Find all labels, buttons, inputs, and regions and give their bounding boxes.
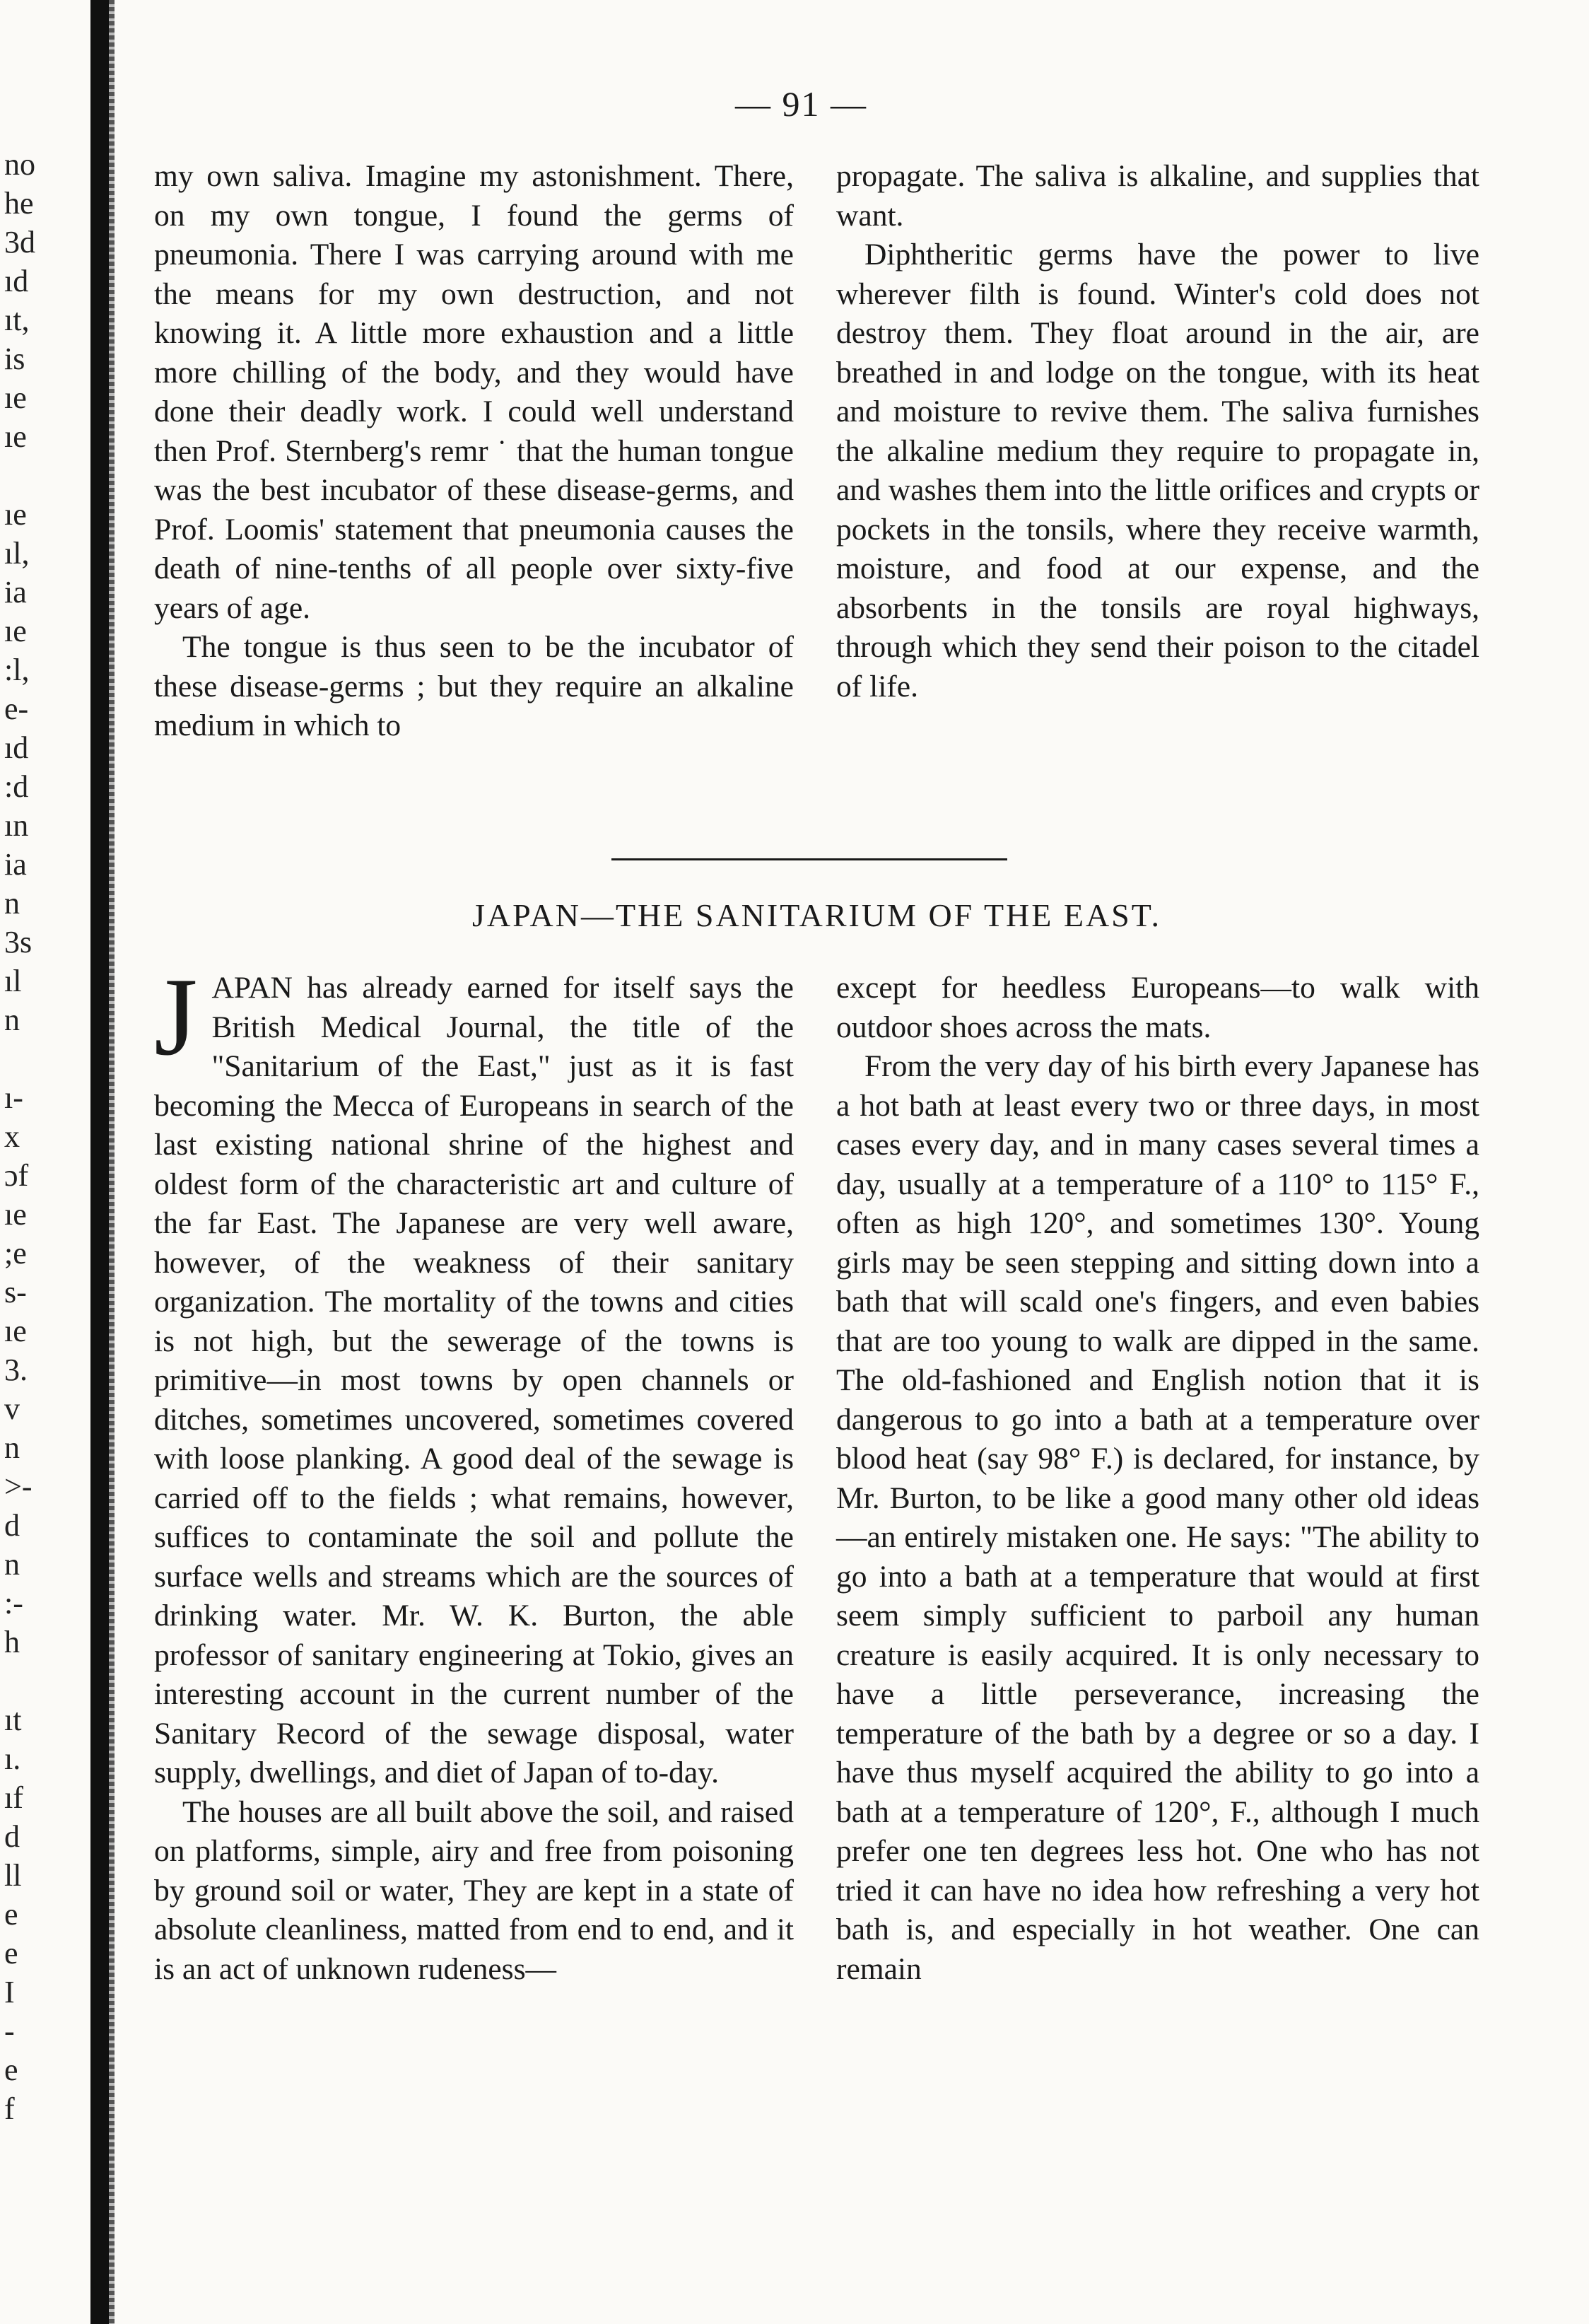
gutter-line: 3s [4, 925, 33, 959]
gutter-line: ɔf [4, 1158, 29, 1193]
gutter-line: e [4, 1897, 18, 1932]
adjacent-page-gutter-text [4, 145, 64, 2128]
drop-cap: J [154, 955, 198, 1079]
gutter-line: d [4, 1819, 20, 1854]
paragraph [154, 955, 794, 1793]
book-spine-edge [109, 0, 115, 2324]
gutter-line: he [4, 186, 34, 221]
paragraph: Diphtheritic germs have the power to live wherever filth is found. Winter's cold does not destroy them. They float around in the air, are breathed in and lodge on the tongue, with its heat and moisture to revive them. The saliva furnishes the alkaline medium they require to propagate in, and washes them into the little orifices and crypts or pockets in the tonsils, where they receive warmth, moisture, and food at our expense, and the absorbents in the tonsils are royal highways, through which they send their poison to the citadel of life. [836, 238, 1479, 703]
top-left-column [154, 157, 794, 746]
gutter-line: ın [4, 808, 29, 843]
gutter-line: ı- [4, 1080, 23, 1115]
gutter-line: s- [4, 1275, 27, 1309]
gutter-line: ıt [4, 1703, 22, 1737]
gutter-line: ıd [4, 264, 29, 298]
gutter-line: ı. [4, 1741, 21, 1776]
page-number: — 91 — [735, 84, 867, 124]
gutter-line: ıe [4, 497, 27, 532]
gutter-line: :- [4, 1586, 23, 1621]
gutter-line: ia [4, 575, 27, 609]
paragraph: The tongue is thus seen to be the incubator of these disease-germs ; but they require an alkaline medium in which to [154, 630, 794, 742]
gutter-line: ıe [4, 614, 27, 648]
gutter-line: ıe [4, 1314, 27, 1348]
gutter-line: e [4, 1936, 18, 1970]
gutter-line: e- [4, 691, 29, 726]
paragraph: my own saliva. Imagine my astonishment. There, on my own tongue, I found the germs of pneumonia. There I was carrying around with me the means for my own destruction, and not knowing it. A little more exhaustion and a little more chilling of the body, and they would have done their deadly work. I could well understand then Prof. Sternberg's remr ˙ that the human tongue was the best incubator of these disease-germs, and Prof. Loomis' statement that pneumonia causes the death of nine-tenths of all people over sixty-five years of age. [154, 159, 794, 625]
gutter-line: ll [4, 1858, 22, 1893]
paragraph: The houses are all built above the soil, and raised on platforms, simple, airy and free from poisoning by ground soil or water, They are kept in a state of absolute cleanliness, matted from end to end, and it is an act of unknown rudeness— [154, 1794, 794, 1986]
gutter-line: is [4, 341, 25, 376]
section-divider [611, 858, 1007, 860]
gutter-line: :d [4, 769, 29, 804]
gutter-line: v [4, 1391, 20, 1426]
gutter-line: ıe [4, 1197, 27, 1232]
gutter-line: ıt, [4, 303, 30, 337]
gutter-line [4, 456, 64, 495]
gutter-line: - [4, 2014, 15, 2048]
gutter-line: :l, [4, 653, 30, 687]
gutter-line: n [4, 1003, 20, 1037]
gutter-line: d [4, 1508, 20, 1543]
gutter-line: f [4, 2091, 15, 2126]
gutter-line: >- [4, 1469, 33, 1504]
paragraph: propagate. The saliva is alkaline, and supplies that want. [836, 159, 1479, 233]
gutter-line: n [4, 1547, 20, 1582]
section-title: JAPAN—THE SANITARIUM OF THE EAST. [472, 897, 1161, 933]
gutter-line [4, 1662, 64, 1700]
paragraph: except for heedless Europeans—to walk with outdoor shoes across the mats. [836, 971, 1479, 1044]
bottom-right-column [836, 969, 1479, 1989]
gutter-line: 3d [4, 225, 35, 259]
gutter-line: ıe [4, 380, 27, 415]
gutter-line: e [4, 2053, 18, 2087]
bottom-left-column [154, 955, 794, 1989]
book-spine-shadow [90, 0, 109, 2324]
paragraph: From the very day of his birth every Japanese has a hot bath at least every two or three days, in most cases every day, and in many cases several times a day, usually at a temperature of a 110° to 115° F., often as high 120°, and sometimes 130°. Young girls may be seen stepping and sitting down into a bath that will scald one's fingers, and even babies that are too young to walk are dipped in the same. The old-fashioned and English notion that it is dangerous to go into a bath at a temperature over blood heat (say 98° F.) is declared, for instance, by Mr. Burton, to be like a good many other old ideas—an entirely mistaken one. He says: "The ability to go into a bath at a temperature that would at first seem simply sufficient to parboil any human creature is easily acquired. It is only necessary to have a little perseverance, increasing the temperature of the bath by a degree or so a day. I have thus myself acquired the ability to go into a bath at a temperature of 120°, F., although I much prefer one ten degrees less hot. One who has not tried it can have no idea how refreshing a very hot bath is, and especially in hot weather. One can remain [836, 1049, 1479, 1986]
top-right-column [836, 157, 1479, 706]
gutter-line: n [4, 886, 20, 921]
gutter-line: ;e [4, 1236, 27, 1271]
gutter-line: h [4, 1625, 20, 1659]
gutter-line: x [4, 1119, 20, 1154]
gutter-line: no [4, 147, 35, 182]
gutter-line: n [4, 1430, 20, 1465]
gutter-line: 3. [4, 1353, 28, 1387]
gutter-line [4, 1039, 64, 1078]
gutter-line: ıe [4, 419, 27, 454]
paragraph-text: APAN has already earned for itself says the British Medical Journal, the title of the "Sanitarium of the East," just as it is fast becoming the Mecca of Europeans in search of the last existing national shrine of the highest and oldest form of the characteristic art and culture of the far East. The Japanese are very well aware, however, of the weakness of their sanitary organization. The mortality of the towns and cities is not high, but the sewerage of the towns is primitive—in most towns by open channels or ditches, sometimes uncovered, sometimes covered with loose planking. A good deal of the sewage is carried off to the fields ; what remains, however, suffices to contaminate the soil and pollute the surface wells and streams which are the sources of drinking water. Mr. W. K. Burton, the able professor of sanitary engineering at Tokio, gives an interesting account in the current number of the Sanitary Record of the sewage disposal, water supply, dwellings, and diet of Japan of to-day. [154, 971, 794, 1789]
gutter-line: ıd [4, 730, 29, 765]
gutter-line: I [4, 1975, 15, 2009]
gutter-line: ıl, [4, 536, 30, 571]
gutter-line: ıl [4, 964, 22, 998]
gutter-line: ıf [4, 1780, 23, 1815]
gutter-line: ia [4, 847, 27, 882]
